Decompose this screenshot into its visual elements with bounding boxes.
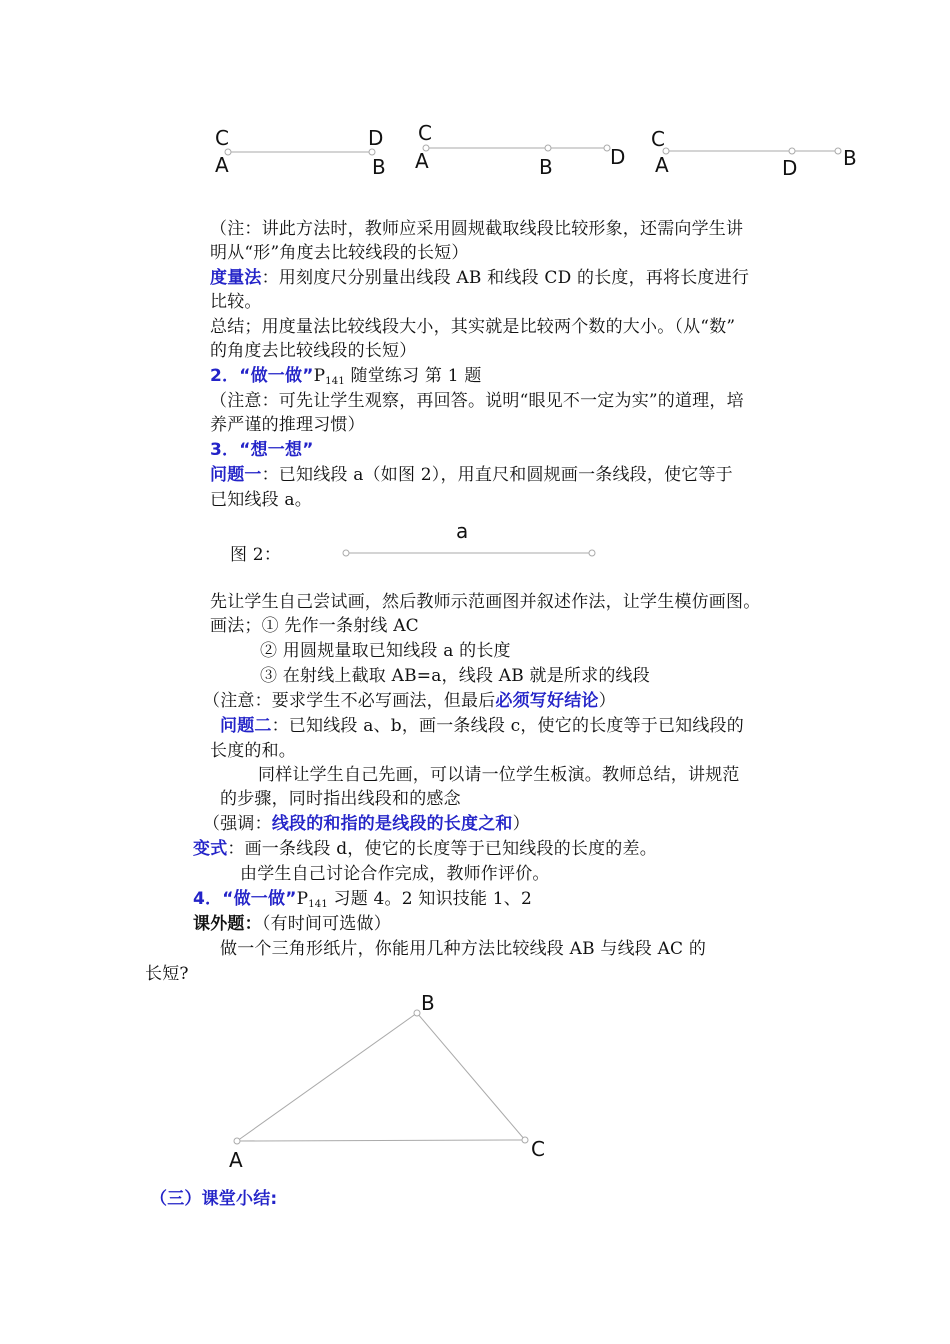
variant-line2: 由学生自己讨论合作完成，教师作评价。: [240, 864, 550, 884]
note3-pre: （注意：要求学生不必写画法，但最后: [203, 691, 496, 711]
summary-line2: 的角度去比较线段的长短）: [210, 341, 417, 361]
method-step1: 画法；① 先作一条射线 AC: [210, 616, 419, 636]
emphasis: [203, 812, 530, 836]
label-b1: B: [372, 155, 386, 179]
try-instruction: 先让学生自己尝试画，然后教师示范画图并叙述作法，让学生模仿画图。: [210, 592, 761, 612]
item4-title: “做一做”: [222, 889, 297, 909]
label-d1: D: [368, 126, 384, 150]
item2-title: “做一做”: [239, 366, 314, 386]
extra-line2: 长短?: [145, 964, 189, 984]
note2-line2: 养严谨的推理习惯）: [210, 415, 365, 435]
label-b2: B: [539, 155, 553, 179]
item3-num: 3．: [210, 440, 240, 460]
extra-heading: [193, 912, 391, 936]
emph-post: ）: [512, 814, 530, 834]
item4-rest: 习题 4。2 知识技能 1、2: [327, 889, 533, 909]
extra-line1: 做一个三角形纸片，你能用几种方法比较线段 AB 与线段 AC 的: [220, 939, 707, 959]
point-d3: [789, 148, 795, 154]
label-a3: A: [655, 153, 669, 177]
extra-note: （有时间可选做）: [261, 914, 391, 934]
q2b-line1: 同样让学生自己先画，可以请一位学生板演。教师总结，讲规范: [258, 765, 740, 785]
label-b3: B: [843, 146, 857, 170]
measure-text: ：用刻度尺分别量出线段 AB 和线段 CD 的长度，再将长度进行: [261, 268, 750, 288]
note1-line2: 明从“形”角度去比较线段的长短）: [210, 243, 469, 263]
q1-title: 问题一: [210, 465, 262, 485]
label-d2: D: [610, 145, 626, 169]
label-d3: D: [782, 156, 798, 180]
note2-line1: （注意：可先让学生观察，再回答。说明“眼见不一定为实”的道理，培: [210, 391, 744, 411]
variant: [193, 837, 657, 861]
figure-segments: [0, 0, 950, 200]
q1-text: ：已知线段 a（如图 2），用直尺和圆规画一条线段，使它等于: [261, 465, 733, 485]
triangle-point-c: [522, 1137, 528, 1143]
measure-title: 度量法: [210, 268, 262, 288]
item2-page: 141: [325, 376, 345, 387]
measure-method: [210, 266, 749, 290]
label-c2: C: [418, 121, 432, 145]
item3-heading: [210, 438, 314, 462]
item3-title: “想一想”: [239, 440, 314, 460]
figure2-caption: 图 2：: [230, 545, 282, 565]
summary-line1: 总结；用度量法比较线段大小，其实就是比较两个数的大小。（从“数”: [210, 317, 736, 337]
emph-bold: 线段的和指的是线段的长度之和: [271, 814, 513, 834]
triangle-label-c: C: [531, 1137, 545, 1161]
triangle-figure: [220, 990, 560, 1170]
method-step3: ③ 在射线上截取 AB=a，线段 AB 就是所求的线段: [260, 666, 650, 686]
extra-title: 课外题：: [193, 914, 262, 934]
note3-bold: 必须写好结论: [495, 691, 599, 711]
variant-text: ：画一条线段 d，使它的长度等于已知线段的长度的差。: [227, 839, 657, 859]
item4-num: 4．: [193, 889, 223, 909]
label-a2: A: [415, 149, 429, 173]
triangle-point-b: [414, 1010, 420, 1016]
q2-text: ：已知线段 a、b，画一条线段 c，使它的长度等于已知线段的: [271, 716, 744, 736]
label-c3: C: [651, 127, 665, 151]
figure2-label-a: a: [456, 519, 469, 543]
method-step2: ② 用圆规量取已知线段 a 的长度: [260, 641, 511, 661]
item4-p: P: [296, 889, 309, 909]
label-a1: A: [215, 153, 229, 177]
variant-title: 变式: [193, 839, 228, 859]
item2-num: 2．: [210, 366, 240, 386]
question-one: [210, 463, 733, 487]
q2-title: 问题二: [220, 716, 272, 736]
figure2-segment: [335, 540, 605, 564]
note3-post: ）: [598, 691, 616, 711]
note3: [203, 689, 616, 713]
measure-line2: 比较。: [210, 292, 262, 312]
q2-line2: 长度的和。: [210, 741, 296, 761]
item2-rest: 随堂练习 第 1 题: [344, 366, 482, 386]
triangle-label-a: A: [229, 1148, 243, 1172]
q2b-line2: 的步骤，同时指出线段和的感念: [220, 789, 461, 809]
item4-page: 141: [308, 899, 328, 910]
triangle-label-b: B: [421, 991, 435, 1015]
question-two: [220, 714, 744, 738]
label-c1: C: [215, 126, 229, 150]
triangle-point-a: [234, 1138, 240, 1144]
note1-line1: （注：讲此方法时，教师应采用圆规截取线段比较形象，还需向学生讲: [210, 219, 744, 239]
point-b3: [835, 148, 841, 154]
emph-pre: （强调：: [203, 814, 272, 834]
section-title: （三）课堂小结:: [150, 1189, 278, 1209]
item2-p: P: [313, 366, 326, 386]
q1-line2: 已知线段 a。: [210, 490, 312, 510]
point-b2: [545, 145, 551, 151]
